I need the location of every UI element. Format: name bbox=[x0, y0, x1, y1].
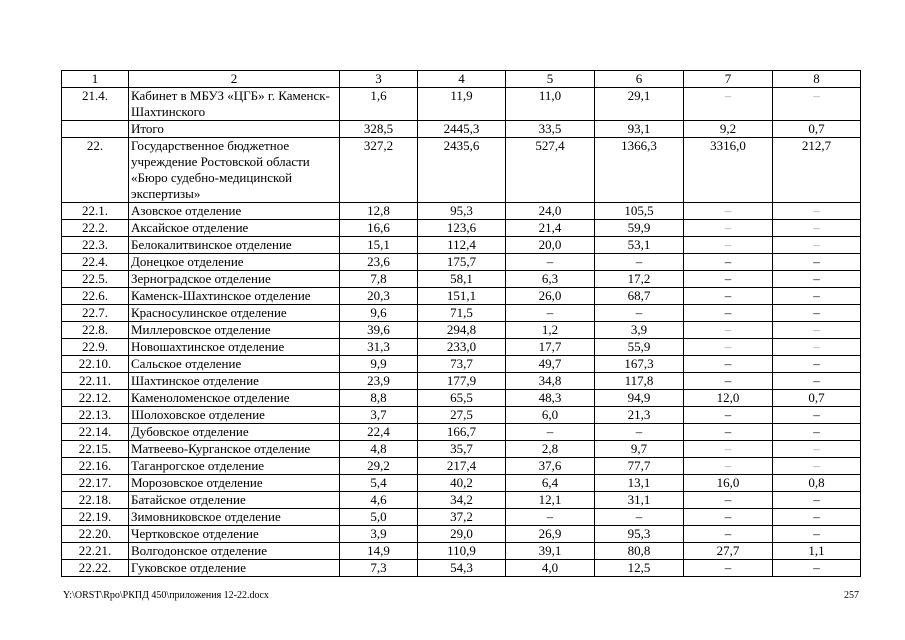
value-cell: – bbox=[506, 254, 595, 271]
row-name-cell: Новошахтинское отделение bbox=[129, 339, 340, 356]
header-cell: 7 bbox=[684, 71, 773, 88]
table-row bbox=[62, 492, 861, 509]
row-name-cell: Шахтинское отделение bbox=[129, 373, 340, 390]
value-cell: – bbox=[773, 322, 861, 339]
row-number-cell: 22.14. bbox=[62, 424, 129, 441]
value-cell: 29,2 bbox=[340, 458, 418, 475]
value-cell: 17,2 bbox=[595, 271, 684, 288]
value-cell: 95,3 bbox=[595, 526, 684, 543]
table-row bbox=[62, 458, 861, 475]
table-row bbox=[62, 373, 861, 390]
header-cell: 4 bbox=[418, 71, 506, 88]
value-cell: 166,7 bbox=[418, 424, 506, 441]
table-row bbox=[62, 305, 861, 322]
value-cell: – bbox=[595, 424, 684, 441]
value-cell: – bbox=[773, 271, 861, 288]
value-cell: – bbox=[684, 203, 773, 220]
row-name-cell: Донецкое отделение bbox=[129, 254, 340, 271]
value-cell: – bbox=[684, 424, 773, 441]
value-cell: – bbox=[684, 441, 773, 458]
value-cell: 37,2 bbox=[418, 509, 506, 526]
value-cell: 12,5 bbox=[595, 560, 684, 577]
value-cell: 3,7 bbox=[340, 407, 418, 424]
table-row bbox=[62, 543, 861, 560]
value-cell: 2435,6 bbox=[418, 138, 506, 203]
row-number-cell: 22.6. bbox=[62, 288, 129, 305]
row-name-cell: Шолоховское отделение bbox=[129, 407, 340, 424]
value-cell: – bbox=[773, 220, 861, 237]
row-name-cell: Белокалитвинское отделение bbox=[129, 237, 340, 254]
value-cell: – bbox=[684, 339, 773, 356]
value-cell: – bbox=[773, 509, 861, 526]
row-name-cell: Миллеровское отделение bbox=[129, 322, 340, 339]
value-cell: 217,4 bbox=[418, 458, 506, 475]
value-cell: 6,4 bbox=[506, 475, 595, 492]
value-cell: 328,5 bbox=[340, 121, 418, 138]
row-number-cell: 22. bbox=[62, 138, 129, 203]
table-row bbox=[62, 220, 861, 237]
value-cell: – bbox=[773, 441, 861, 458]
table-header-row bbox=[62, 71, 861, 88]
value-cell: 4,6 bbox=[340, 492, 418, 509]
row-name-cell: Таганрогское отделение bbox=[129, 458, 340, 475]
value-cell: 16,0 bbox=[684, 475, 773, 492]
table-row bbox=[62, 475, 861, 492]
table-row bbox=[62, 271, 861, 288]
row-number-cell: 22.18. bbox=[62, 492, 129, 509]
value-cell: 4,8 bbox=[340, 441, 418, 458]
value-cell: 212,7 bbox=[773, 138, 861, 203]
table-row bbox=[62, 88, 861, 121]
table-row bbox=[62, 203, 861, 220]
value-cell: 3,9 bbox=[595, 322, 684, 339]
value-cell: 151,1 bbox=[418, 288, 506, 305]
header-cell: 6 bbox=[595, 71, 684, 88]
value-cell: 53,1 bbox=[595, 237, 684, 254]
header-cell: 3 bbox=[340, 71, 418, 88]
value-cell: 16,6 bbox=[340, 220, 418, 237]
row-name-cell: Итого bbox=[129, 121, 340, 138]
value-cell: 5,0 bbox=[340, 509, 418, 526]
value-cell: 48,3 bbox=[506, 390, 595, 407]
value-cell: 527,4 bbox=[506, 138, 595, 203]
value-cell: – bbox=[773, 373, 861, 390]
row-number-cell: 22.10. bbox=[62, 356, 129, 373]
value-cell: – bbox=[684, 88, 773, 121]
row-number-cell: 22.5. bbox=[62, 271, 129, 288]
header-cell: 5 bbox=[506, 71, 595, 88]
value-cell: 34,2 bbox=[418, 492, 506, 509]
value-cell: 54,3 bbox=[418, 560, 506, 577]
row-name-cell: Азовское отделение bbox=[129, 203, 340, 220]
value-cell: 1366,3 bbox=[595, 138, 684, 203]
value-cell: – bbox=[773, 237, 861, 254]
value-cell: – bbox=[684, 492, 773, 509]
value-cell: 11,9 bbox=[418, 88, 506, 121]
value-cell: 233,0 bbox=[418, 339, 506, 356]
value-cell: 21,3 bbox=[595, 407, 684, 424]
value-cell: 37,6 bbox=[506, 458, 595, 475]
data-table bbox=[61, 70, 861, 577]
value-cell: 31,1 bbox=[595, 492, 684, 509]
value-cell: 40,2 bbox=[418, 475, 506, 492]
row-name-cell: Каменск-Шахтинское отделение bbox=[129, 288, 340, 305]
value-cell: – bbox=[773, 288, 861, 305]
value-cell: 6,3 bbox=[506, 271, 595, 288]
value-cell: 123,6 bbox=[418, 220, 506, 237]
table-row bbox=[62, 407, 861, 424]
value-cell: – bbox=[684, 305, 773, 322]
table-body bbox=[62, 71, 861, 577]
value-cell: 7,3 bbox=[340, 560, 418, 577]
value-cell: – bbox=[684, 560, 773, 577]
row-number-cell: 22.2. bbox=[62, 220, 129, 237]
value-cell: 9,9 bbox=[340, 356, 418, 373]
value-cell: – bbox=[684, 373, 773, 390]
value-cell: 110,9 bbox=[418, 543, 506, 560]
value-cell: 31,3 bbox=[340, 339, 418, 356]
page-number: 257 bbox=[844, 590, 859, 601]
value-cell: 177,9 bbox=[418, 373, 506, 390]
value-cell: 1,1 bbox=[773, 543, 861, 560]
value-cell: 6,0 bbox=[506, 407, 595, 424]
value-cell: 105,5 bbox=[595, 203, 684, 220]
value-cell: 29,0 bbox=[418, 526, 506, 543]
row-name-cell: Волгодонское отделение bbox=[129, 543, 340, 560]
value-cell: 34,8 bbox=[506, 373, 595, 390]
value-cell: 5,4 bbox=[340, 475, 418, 492]
value-cell: 0,8 bbox=[773, 475, 861, 492]
value-cell: 7,8 bbox=[340, 271, 418, 288]
value-cell: 59,9 bbox=[595, 220, 684, 237]
value-cell: – bbox=[773, 339, 861, 356]
value-cell: 12,1 bbox=[506, 492, 595, 509]
table-row bbox=[62, 254, 861, 271]
row-number-cell: 22.1. bbox=[62, 203, 129, 220]
value-cell: 0,7 bbox=[773, 121, 861, 138]
table-row bbox=[62, 288, 861, 305]
table-row bbox=[62, 121, 861, 138]
value-cell: 15,1 bbox=[340, 237, 418, 254]
value-cell: – bbox=[773, 560, 861, 577]
value-cell: – bbox=[773, 492, 861, 509]
value-cell: 3316,0 bbox=[684, 138, 773, 203]
row-number-cell: 22.3. bbox=[62, 237, 129, 254]
value-cell: 95,3 bbox=[418, 203, 506, 220]
value-cell: – bbox=[506, 424, 595, 441]
value-cell: – bbox=[773, 526, 861, 543]
value-cell: 93,1 bbox=[595, 121, 684, 138]
value-cell: – bbox=[684, 509, 773, 526]
value-cell: 23,6 bbox=[340, 254, 418, 271]
row-number-cell: 22.16. bbox=[62, 458, 129, 475]
value-cell: – bbox=[773, 254, 861, 271]
value-cell: 35,7 bbox=[418, 441, 506, 458]
row-name-cell: Батайское отделение bbox=[129, 492, 340, 509]
table-row bbox=[62, 339, 861, 356]
header-cell: 2 bbox=[129, 71, 340, 88]
row-number-cell bbox=[62, 121, 129, 138]
row-number-cell: 22.11. bbox=[62, 373, 129, 390]
value-cell: 27,7 bbox=[684, 543, 773, 560]
value-cell: 167,3 bbox=[595, 356, 684, 373]
row-name-cell: Кабинет в МБУЗ «ЦГБ» г. Каменск-Шахтинского bbox=[129, 88, 340, 121]
value-cell: 65,5 bbox=[418, 390, 506, 407]
value-cell: 2445,3 bbox=[418, 121, 506, 138]
table-row bbox=[62, 390, 861, 407]
value-cell: 4,0 bbox=[506, 560, 595, 577]
value-cell: 22,4 bbox=[340, 424, 418, 441]
row-name-cell: Государственное бюджетное учреждение Ростовской области «Бюро судебно-медицинской экспертизы» bbox=[129, 138, 340, 203]
value-cell: 29,1 bbox=[595, 88, 684, 121]
row-name-cell: Аксайское отделение bbox=[129, 220, 340, 237]
table-row bbox=[62, 356, 861, 373]
row-number-cell: 22.12. bbox=[62, 390, 129, 407]
header-cell: 1 bbox=[62, 71, 129, 88]
value-cell: 2,8 bbox=[506, 441, 595, 458]
value-cell: – bbox=[684, 220, 773, 237]
row-name-cell: Матвеево-Курганское отделение bbox=[129, 441, 340, 458]
value-cell: 21,4 bbox=[506, 220, 595, 237]
row-name-cell: Зерноградское отделение bbox=[129, 271, 340, 288]
row-number-cell: 22.4. bbox=[62, 254, 129, 271]
value-cell: 327,2 bbox=[340, 138, 418, 203]
table-row bbox=[62, 509, 861, 526]
value-cell: 49,7 bbox=[506, 356, 595, 373]
value-cell: 80,8 bbox=[595, 543, 684, 560]
row-number-cell: 22.8. bbox=[62, 322, 129, 339]
row-name-cell: Гуковское отделение bbox=[129, 560, 340, 577]
row-number-cell: 22.13. bbox=[62, 407, 129, 424]
value-cell: 20,3 bbox=[340, 288, 418, 305]
footer-file-path: Y:\ORST\Rpo\РКПД 450\приложения 12-22.docx bbox=[63, 590, 269, 601]
table-row bbox=[62, 138, 861, 203]
value-cell: 9,2 bbox=[684, 121, 773, 138]
table-row bbox=[62, 560, 861, 577]
value-cell: – bbox=[684, 237, 773, 254]
value-cell: 12,8 bbox=[340, 203, 418, 220]
row-name-cell: Зимовниковское отделение bbox=[129, 509, 340, 526]
value-cell: – bbox=[595, 305, 684, 322]
value-cell: 39,6 bbox=[340, 322, 418, 339]
value-cell: – bbox=[684, 254, 773, 271]
value-cell: – bbox=[684, 322, 773, 339]
value-cell: 3,9 bbox=[340, 526, 418, 543]
value-cell: – bbox=[773, 458, 861, 475]
value-cell: 26,9 bbox=[506, 526, 595, 543]
value-cell: 11,0 bbox=[506, 88, 595, 121]
row-number-cell: 22.7. bbox=[62, 305, 129, 322]
value-cell: – bbox=[773, 356, 861, 373]
row-name-cell: Морозовское отделение bbox=[129, 475, 340, 492]
value-cell: – bbox=[773, 203, 861, 220]
value-cell: 1,6 bbox=[340, 88, 418, 121]
header-cell: 8 bbox=[773, 71, 861, 88]
row-name-cell: Каменоломенское отделение bbox=[129, 390, 340, 407]
value-cell: – bbox=[506, 509, 595, 526]
value-cell: 294,8 bbox=[418, 322, 506, 339]
row-number-cell: 22.21. bbox=[62, 543, 129, 560]
value-cell: – bbox=[684, 288, 773, 305]
value-cell: 24,0 bbox=[506, 203, 595, 220]
row-name-cell: Чертковское отделение bbox=[129, 526, 340, 543]
value-cell: 8,8 bbox=[340, 390, 418, 407]
row-name-cell: Сальское отделение bbox=[129, 356, 340, 373]
value-cell: 9,6 bbox=[340, 305, 418, 322]
value-cell: 23,9 bbox=[340, 373, 418, 390]
value-cell: 94,9 bbox=[595, 390, 684, 407]
value-cell: 20,0 bbox=[506, 237, 595, 254]
value-cell: 68,7 bbox=[595, 288, 684, 305]
value-cell: 27,5 bbox=[418, 407, 506, 424]
value-cell: 77,7 bbox=[595, 458, 684, 475]
row-number-cell: 22.17. bbox=[62, 475, 129, 492]
value-cell: 9,7 bbox=[595, 441, 684, 458]
value-cell: 12,0 bbox=[684, 390, 773, 407]
value-cell: 112,4 bbox=[418, 237, 506, 254]
value-cell: – bbox=[506, 305, 595, 322]
row-number-cell: 22.19. bbox=[62, 509, 129, 526]
table-row bbox=[62, 237, 861, 254]
table-row bbox=[62, 322, 861, 339]
table-row bbox=[62, 441, 861, 458]
value-cell: – bbox=[773, 407, 861, 424]
table-row bbox=[62, 424, 861, 441]
value-cell: 39,1 bbox=[506, 543, 595, 560]
value-cell: – bbox=[773, 424, 861, 441]
value-cell: 117,8 bbox=[595, 373, 684, 390]
row-number-cell: 22.9. bbox=[62, 339, 129, 356]
table-row bbox=[62, 526, 861, 543]
value-cell: 58,1 bbox=[418, 271, 506, 288]
value-cell: 13,1 bbox=[595, 475, 684, 492]
row-number-cell: 22.20. bbox=[62, 526, 129, 543]
value-cell: – bbox=[684, 356, 773, 373]
row-number-cell: 22.15. bbox=[62, 441, 129, 458]
value-cell: 71,5 bbox=[418, 305, 506, 322]
row-name-cell: Дубовское отделение bbox=[129, 424, 340, 441]
value-cell: – bbox=[684, 526, 773, 543]
value-cell: 14,9 bbox=[340, 543, 418, 560]
value-cell: 73,7 bbox=[418, 356, 506, 373]
value-cell: 0,7 bbox=[773, 390, 861, 407]
value-cell: 33,5 bbox=[506, 121, 595, 138]
value-cell: – bbox=[773, 305, 861, 322]
value-cell: 175,7 bbox=[418, 254, 506, 271]
value-cell: – bbox=[684, 407, 773, 424]
row-number-cell: 22.22. bbox=[62, 560, 129, 577]
value-cell: – bbox=[595, 254, 684, 271]
value-cell: – bbox=[684, 271, 773, 288]
value-cell: – bbox=[684, 458, 773, 475]
value-cell: 1,2 bbox=[506, 322, 595, 339]
value-cell: – bbox=[773, 88, 861, 121]
value-cell: 17,7 bbox=[506, 339, 595, 356]
value-cell: – bbox=[595, 509, 684, 526]
value-cell: 26,0 bbox=[506, 288, 595, 305]
row-name-cell: Красносулинское отделение bbox=[129, 305, 340, 322]
value-cell: 55,9 bbox=[595, 339, 684, 356]
row-number-cell: 21.4. bbox=[62, 88, 129, 121]
